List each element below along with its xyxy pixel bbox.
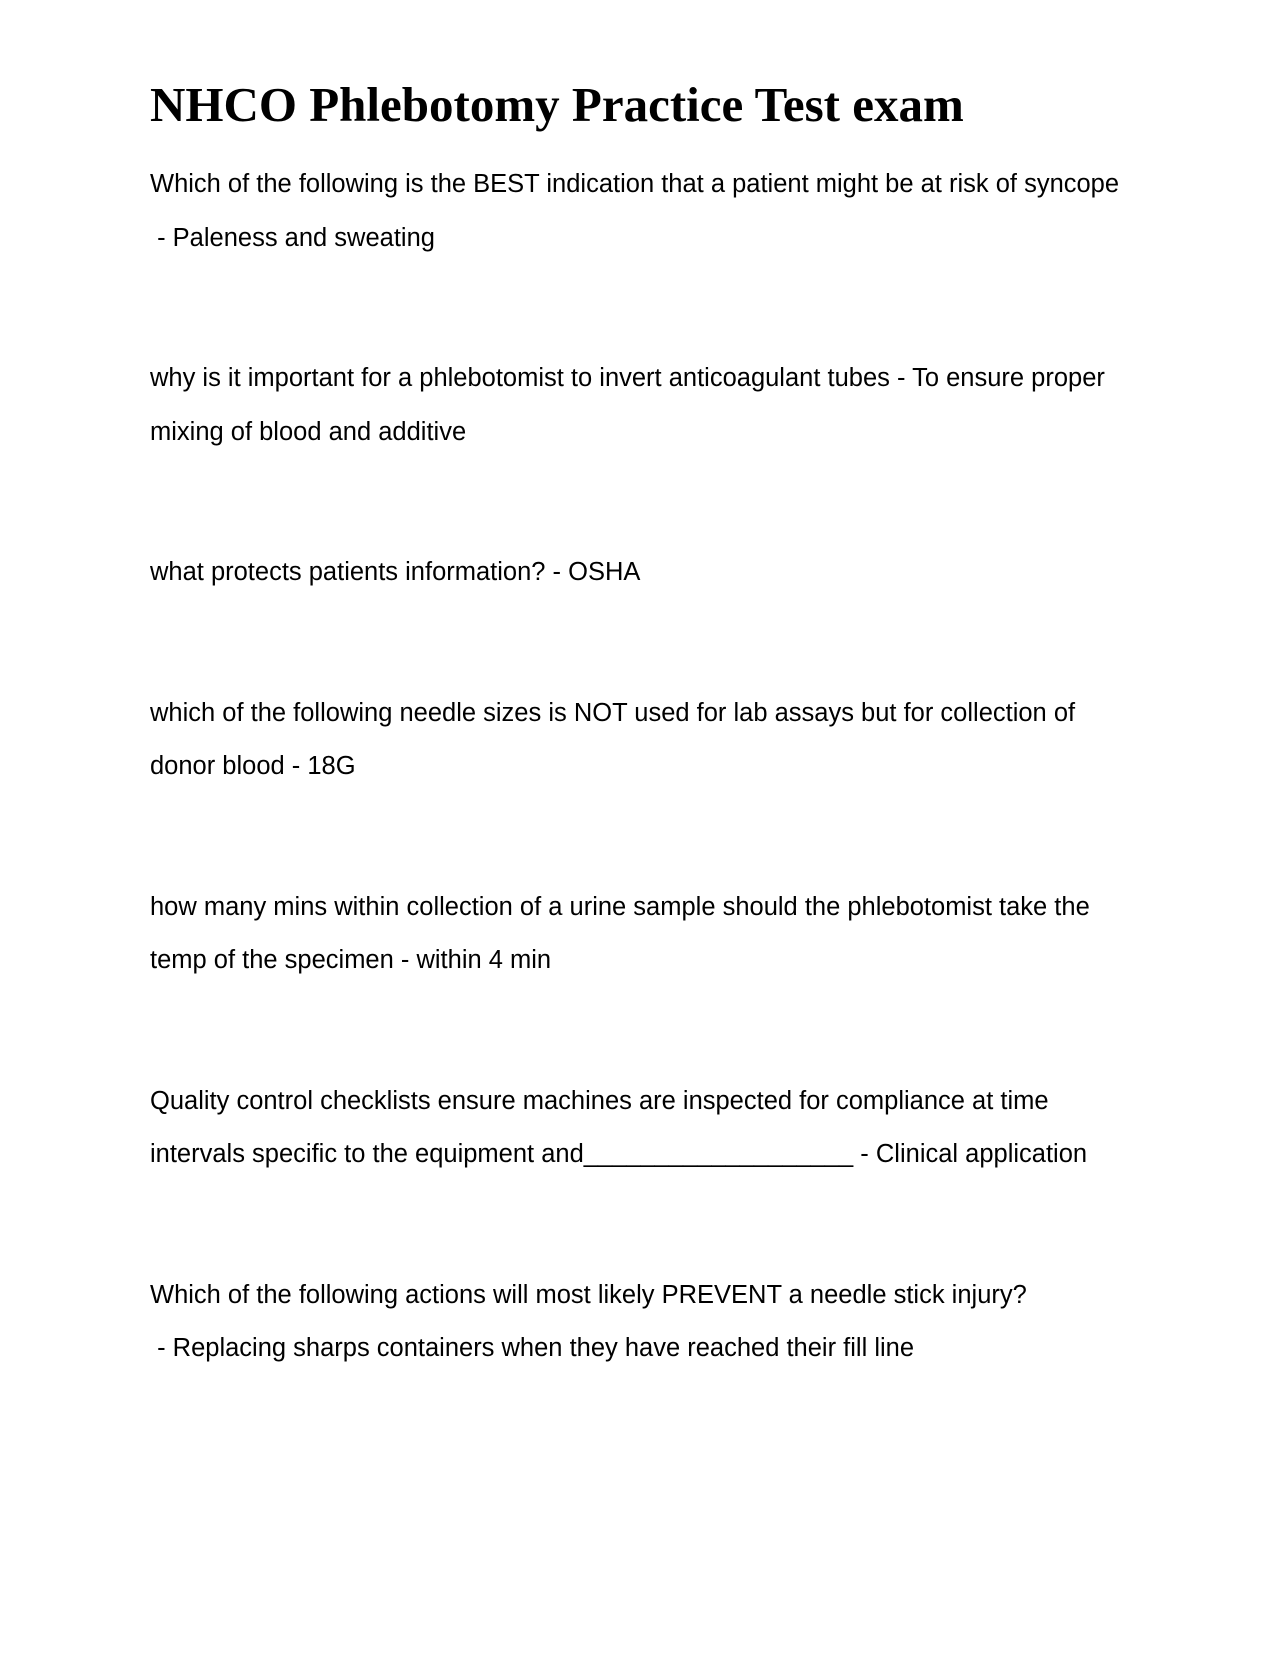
answer-text: OSHA <box>568 558 641 586</box>
answer-text: Replacing sharps containers when they have reached their fill line <box>172 1334 915 1362</box>
qa-item <box>150 881 1140 988</box>
qa-separator: - <box>150 1334 173 1362</box>
question-text: what protects patients information? <box>150 558 546 586</box>
question-text: Which of the following actions will most likely PREVENT a needle stick injury? <box>150 1280 1027 1309</box>
question-text: which of the following needle sizes is NOT used for lab assays but for collection of donor blood <box>150 698 1076 780</box>
question-text: why is it important for a phlebotomist to invert anticoagulant tubes <box>150 364 890 392</box>
question-text: Quality control checklists ensure machines are inspected for compliance at time intervals specific to the equipment and___________________ <box>150 1086 1049 1168</box>
qa-item <box>150 687 1140 794</box>
answer-text: Clinical application <box>875 1140 1088 1168</box>
document-page <box>150 72 1140 1463</box>
qa-separator: - <box>284 752 308 780</box>
qa-separator: - <box>853 1140 876 1168</box>
qa-separator: - <box>889 364 913 392</box>
qa-item <box>150 158 1140 265</box>
qa-separator: - <box>545 558 569 586</box>
question-text: how many mins within collection of a urine sample should the phlebotomist take the temp of the specimen <box>150 892 1090 974</box>
qa-item <box>150 352 1140 459</box>
qa-separator: - <box>150 223 173 252</box>
question-text: Which of the following is the BEST indication that a patient might be at risk of syncope <box>150 170 1120 198</box>
answer-text: within 4 min <box>416 946 552 974</box>
answer-text: To ensure proper mixing of blood and additive <box>150 364 1105 446</box>
qa-item <box>150 546 1140 600</box>
document-title: NHCO Phlebotomy Practice Test exam <box>150 77 964 132</box>
qa-item <box>150 1269 1140 1376</box>
answer-text: Paleness and sweating <box>172 223 435 252</box>
qa-item <box>150 1075 1140 1182</box>
qa-separator: - <box>393 946 417 974</box>
answer-text: 18G <box>307 752 356 780</box>
